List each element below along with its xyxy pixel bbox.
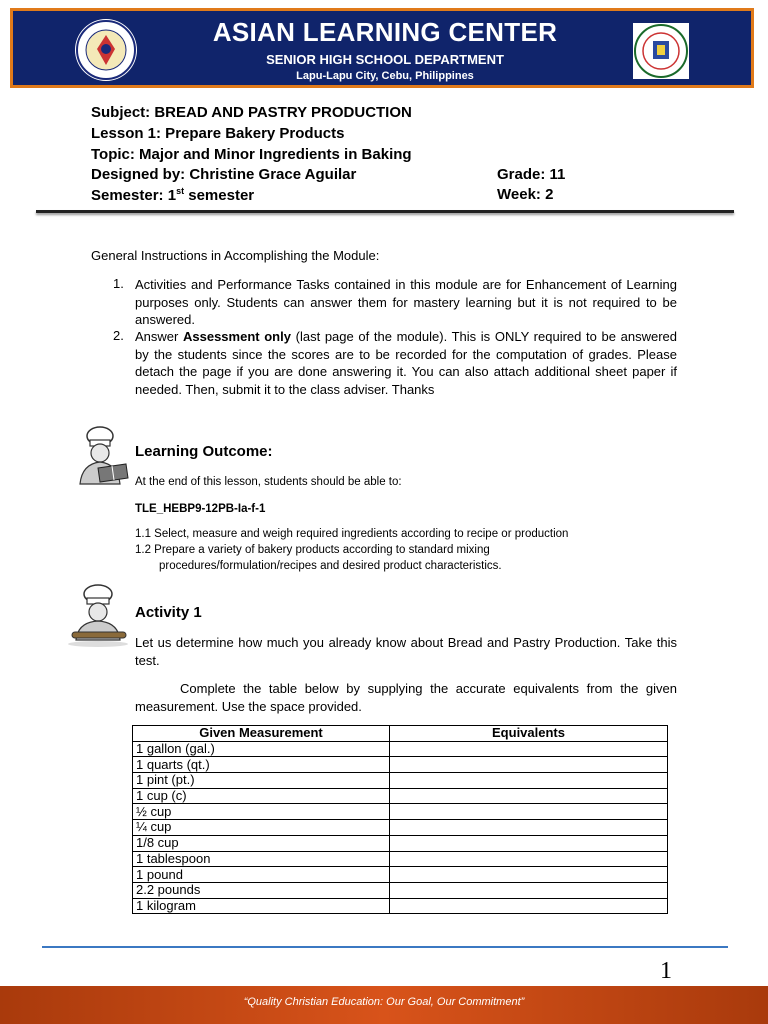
learning-outcome-title: Learning Outcome: [135, 443, 273, 460]
grade-line: Grade: 11 [497, 166, 566, 183]
given-measurement-cell: ¼ cup [133, 820, 390, 836]
instruction-item-1: Activities and Performance Tasks contained in this module are for Enhancement of Learning purposes only. Students can answer them for mastery learning but it is not required to be answered. [135, 277, 677, 327]
instruction-number: 1. [113, 276, 124, 291]
school-motto: “Quality Christian Education: Our Goal, Our Commitment” [243, 996, 525, 1008]
activity-instructions: Complete the table below by supplying the accurate equivalents from the given measurement. Use the space provided. [135, 681, 677, 714]
table-row [133, 741, 668, 757]
given-measurement-cell: 2.2 pounds [133, 882, 390, 898]
given-measurement-cell: 1 gallon (gal.) [133, 741, 390, 757]
equivalent-answer-cell[interactable] [390, 804, 668, 820]
designer-line: Designed by: Christine Grace Aguilar [91, 166, 357, 183]
table-row [133, 898, 668, 914]
equivalent-answer-cell[interactable] [390, 851, 668, 867]
header-divider [36, 210, 734, 213]
given-measurement-cell: ½ cup [133, 804, 390, 820]
given-measurement-cell: 1 cup (c) [133, 788, 390, 804]
learning-outcome-intro: At the end of this lesson, students should be able to: [135, 476, 402, 488]
chef-rolling-icon [64, 584, 132, 653]
topic-line: Topic: Major and Minor Ingredients in Baking [91, 146, 412, 163]
equivalent-answer-cell[interactable] [390, 773, 668, 789]
instructions-heading: General Instructions in Accomplishing the Module: [91, 248, 380, 263]
page-number: 1 [660, 958, 672, 984]
given-measurement-cell: 1 kilogram [133, 898, 390, 914]
footer-banner [0, 986, 768, 1024]
column-header-given-measurement: Given Measurement [133, 726, 390, 742]
given-measurement-cell: 1 quarts (qt.) [133, 757, 390, 773]
equivalent-answer-cell[interactable] [390, 898, 668, 914]
table-header-row [133, 726, 668, 742]
instruction-number: 2. [113, 328, 124, 343]
equivalent-answer-cell[interactable] [390, 835, 668, 851]
outcome-item-2-continued: procedures/formulation/recipes and desired product characteristics. [159, 560, 502, 572]
table-row [133, 757, 668, 773]
subject-line: Subject: BREAD AND PASTRY PRODUCTION [91, 104, 412, 121]
given-measurement-cell: 1 pint (pt.) [133, 773, 390, 789]
equivalent-answer-cell[interactable] [390, 741, 668, 757]
footer-divider [42, 946, 728, 948]
given-measurement-cell: 1 tablespoon [133, 851, 390, 867]
outcome-item-2: 1.2 Prepare a variety of bakery products according to standard mixing [135, 544, 490, 556]
outcome-item-1: 1.1 Select, measure and weigh required ingredients according to recipe or production [135, 528, 569, 540]
table-row [133, 835, 668, 851]
table-row [133, 773, 668, 789]
activity-title: Activity 1 [135, 604, 202, 621]
equivalent-answer-cell[interactable] [390, 882, 668, 898]
school-location: Lapu-Lapu City, Cebu, Philippines [296, 70, 474, 82]
school-header-banner [10, 8, 754, 88]
activity-intro: Let us determine how much you already know about Bread and Pastry Production. Take this test. [135, 635, 677, 668]
table-row [133, 851, 668, 867]
semester-line: Semester: 1st semester [91, 186, 255, 204]
equivalent-answer-cell[interactable] [390, 757, 668, 773]
chef-reading-icon [68, 426, 132, 493]
instruction-item-2: Answer Assessment only (last page of the module). This is ONLY required to be answered by the students since the scores are to be recorded for the computation of grades. Please detach the page if you are done answering it. You can also attach additional sheet paper if needed. Then, submit it to the class adviser. Thanks [135, 329, 677, 397]
equivalent-answer-cell[interactable] [390, 788, 668, 804]
equivalent-answer-cell[interactable] [390, 820, 668, 836]
school-seal-logo [633, 23, 689, 79]
given-measurement-cell: 1 pound [133, 867, 390, 883]
table-row [133, 820, 668, 836]
equivalent-answer-cell[interactable] [390, 867, 668, 883]
table-row [133, 867, 668, 883]
table-row [133, 804, 668, 820]
table-row [133, 788, 668, 804]
department-name: SENIOR HIGH SCHOOL DEPARTMENT [266, 52, 504, 67]
column-header-equivalents: Equivalents [390, 726, 668, 742]
given-measurement-cell: 1/8 cup [133, 835, 390, 851]
table-row [133, 882, 668, 898]
measurement-table [132, 725, 668, 914]
lesson-line: Lesson 1: Prepare Bakery Products [91, 125, 345, 142]
competency-code: TLE_HEBP9-12PB-Ia-f-1 [135, 503, 266, 515]
school-name: ASIAN LEARNING CENTER [212, 17, 558, 47]
week-line: Week: 2 [497, 186, 554, 203]
